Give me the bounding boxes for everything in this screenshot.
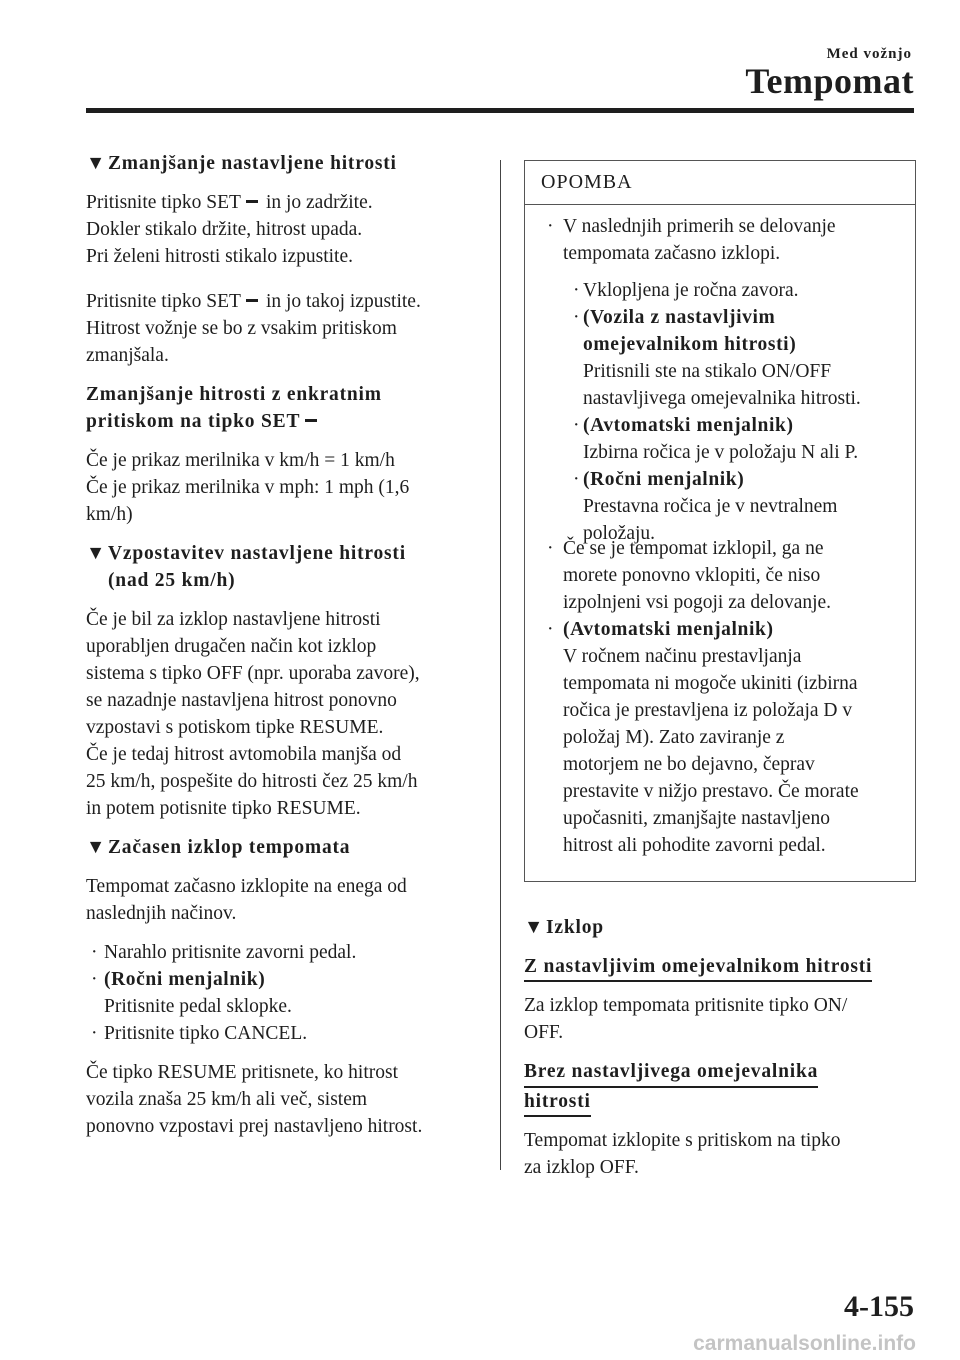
heading-decrease-speed: ▼ Zmanjšanje nastavljene hitrosti [86, 150, 486, 177]
heading-temporary-off: ▼ Začasen izklop tempomata [86, 834, 486, 861]
triangle-icon: ▼ [86, 837, 107, 858]
paragraph-resume: Če je bil za izklop nastavljene hitrosti uporabljen drugačen način kot izklop sistema s tipko OFF (npr. uporaba zavore), se nazadnje nastavljena hitrost ponovno vzpostavi s potiskom tipke RESUME. Če je tedaj hitrost avtomobila manjša od 25 km/h, pospešite do hitrosti čez 25 km/h in potem potisnite tipko RESUME. [86, 609, 420, 819]
triangle-icon: ▼ [86, 153, 107, 174]
list-item: · (Ročni menjalnik) Prestavna ročica je v nevtralnem položaju. [573, 469, 838, 544]
paragraph-temporary-off: Tempomat začasno izklopite na enega od naslednjih načinov. [86, 876, 407, 924]
paragraph-with-limiter: Za izklop tempomata pritisnite tipko ON/ OFF. [524, 995, 848, 1043]
left-column [86, 150, 486, 1152]
header-rule [86, 108, 914, 113]
note-title: OPOMBA [525, 161, 915, 205]
paragraph-resume-note: Če tipko RESUME pritisnete, ko hitrost vozila znaša 25 km/h ali več, sistem ponovno vzpostavi prej nastavljeno hitrost. [86, 1062, 423, 1137]
heading-switch-off: ▼ Izklop [524, 914, 916, 941]
minus-icon [246, 200, 258, 203]
minus-icon [246, 299, 258, 302]
note-list [537, 213, 903, 859]
list-item: · (Avtomatski menjalnik) Izbirna ročica je v položaju N ali P. [573, 415, 859, 463]
page-title: Tempomat [745, 61, 914, 101]
list-item: · Če se je tempomat izklopil, ga ne morete ponovno vklopiti, če niso izpolnjeni vsi pogoji za delovanje. [547, 538, 832, 613]
page-number: 4-155 [844, 1290, 914, 1323]
header-section: Med vožnjo [826, 46, 912, 62]
temporary-off-list [86, 939, 486, 1047]
list-item: · (Vozila z nastavljivim omejevalnikom hitrosti) Pritisnili ste na stikalo ON/OFF nastavljivega omejevalnika hitrosti. [573, 307, 861, 409]
paragraph-without-limiter: Tempomat izklopite s pritiskom na tipko za izklop OFF. [524, 1130, 841, 1178]
heading-resume-speed: ▼ Vzpostavitev nastavljene hitrosti (nad 25 km/h) [86, 540, 486, 594]
triangle-icon: ▼ [524, 917, 545, 938]
paragraph-units: Če je prikaz merilnika v km/h = 1 km/h Če je prikaz merilnika v mph: 1 mph (1,6 km/h) [86, 450, 410, 525]
note-box [524, 160, 916, 882]
column-divider [500, 160, 501, 1170]
list-item: · V naslednjih primerih se delovanje tempomata začasno izklopi. · Vklopljena je ročna zavora. · (Vozila z nastavljivim omejevalnikom hitrosti) Pritisnili ste na stikalo ON/OFF nastavljivega omejevalnika hitrosti. · (Avtomatski menjalnik) Izbirna ročica je v položaju N ali P. · (Ročni menjalnik) Prestavna ročica je v nevtralnem položaju. [537, 213, 903, 547]
right-column [524, 150, 916, 1193]
watermark: carmanualsonline.info [693, 1332, 916, 1355]
list-item: · Pritisnite tipko CANCEL. [91, 1023, 308, 1044]
subheading-single-press: Zmanjšanje hitrosti z enkratnim pritiskom na tipko SET [86, 384, 382, 432]
subheading-without-limiter: Brez nastavljivega omejevalnika hitrosti [524, 1058, 916, 1115]
paragraph-tap-set: Pritisnite tipko SET in jo takoj izpustite. Hitrost vožnje se bo z vsakim pritiskom zmanjšala. [86, 291, 421, 366]
note-sublist [563, 277, 903, 547]
minus-icon [305, 419, 317, 422]
list-item: · (Avtomatski menjalnik) V ročnem načinu prestavljanja tempomata ni mogoče ukiniti (izbirna ročica je prestavljena iz položaja D v položaj M). Zato zaviranje z motorjem ne bo dejavno, čeprav prestavite v nižjo prestavo. Če morate upočasniti, zmanjšajte nastavljeno hitrost ali pohodite zavorni pedal. [547, 619, 859, 856]
list-item: · Narahlo pritisnite zavorni pedal. [91, 942, 357, 963]
list-item: · (Ročni menjalnik) Pritisnite pedal sklopke. [91, 969, 292, 1017]
list-item: · Vklopljena je ročna zavora. [573, 280, 799, 301]
paragraph-hold-set: Pritisnite tipko SET in jo zadržite. Dokler stikalo držite, hitrost upada. Pri želeni hitrosti stikalo izpustite. [86, 192, 373, 267]
subheading-with-limiter: Z nastavljivim omejevalnikom hitrosti [524, 953, 916, 980]
triangle-icon: ▼ [86, 543, 107, 564]
